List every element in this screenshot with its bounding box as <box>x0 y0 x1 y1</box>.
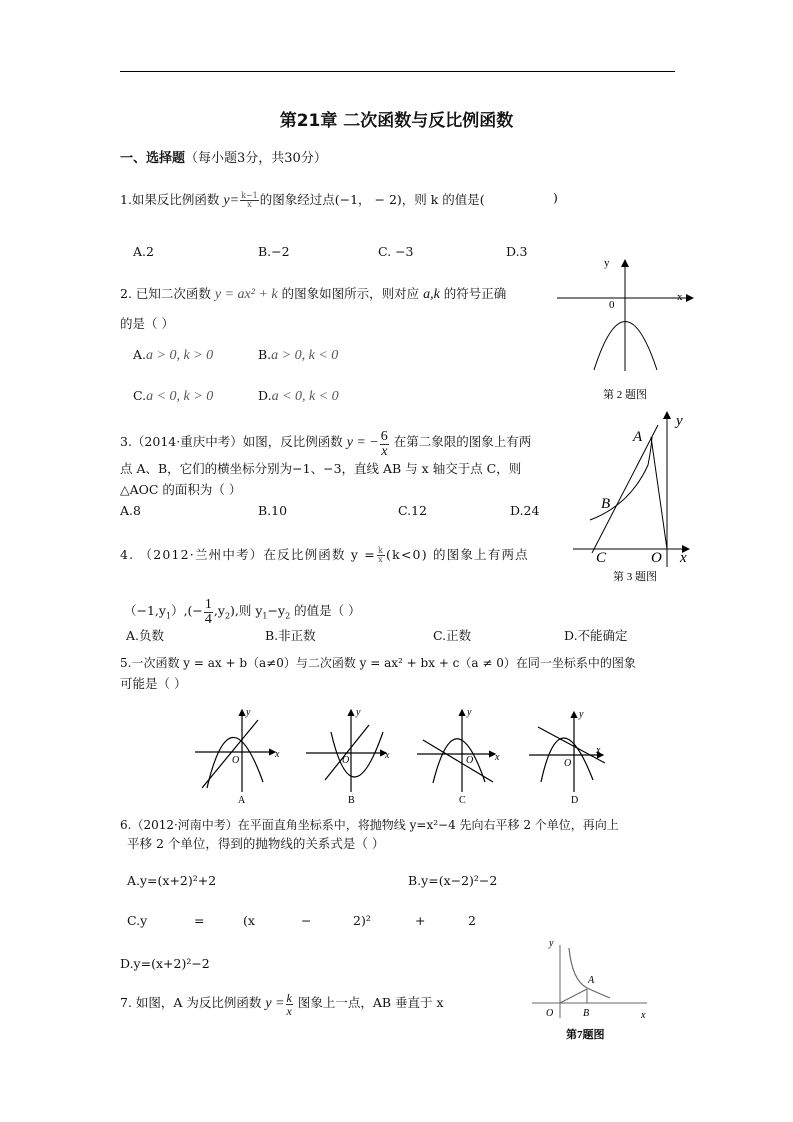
q4-frac-num: k <box>377 546 385 555</box>
q1-option-d: D.3 <box>506 244 528 259</box>
q3-hyperbola <box>590 437 652 520</box>
section-heading <box>120 147 327 166</box>
q3-fraction <box>380 430 389 459</box>
q1-frac-num: k−1 <box>241 191 258 200</box>
q7-label-o: O <box>546 1008 554 1019</box>
q4-sub1: 1 <box>165 611 172 621</box>
q3-prefix: 3.（2014·重庆中考）如图，反比例函数 <box>120 434 347 449</box>
q4-tail: 的值是（ ） <box>290 603 361 618</box>
q3-label-b: B <box>601 496 611 512</box>
q4-option-c: C.正数 <box>433 628 472 643</box>
q4-frac2-den: 4 <box>204 612 212 627</box>
q4-expr-y1: ),则 y <box>230 603 263 618</box>
q7-caption: 第7题图 <box>566 1029 605 1041</box>
q3-option-a: A.8 <box>120 503 141 518</box>
q3-label-x: x <box>680 550 687 566</box>
page-title: 第21章 二次函数与反比例函数 <box>279 111 514 131</box>
q7-suffix: 图象上一点，AB 垂直于 x <box>293 995 444 1010</box>
q2-option-d-label: D. <box>258 388 272 403</box>
q1-option-a: A.2 <box>133 244 154 259</box>
q1-suffix: 的图象经过点(−1， − 2)，则 k 的值是( <box>259 192 485 207</box>
q5-stem-line2: 可能是（ ） <box>120 676 187 691</box>
q6-stem-line2: 平移 2 个单位，得到的抛物线的关系式是（ ） <box>127 836 385 851</box>
q4-sub4: 2 <box>285 611 291 621</box>
q7-y-eq: y = <box>265 996 285 1011</box>
q5b-y-label: y <box>356 707 361 718</box>
q5a-caption: A <box>238 795 246 806</box>
q5-graphs <box>185 700 605 810</box>
q4-option-a: A.负数 <box>126 628 165 643</box>
q5-graph-a <box>195 707 280 806</box>
q7-label-a: A <box>588 975 595 986</box>
q2-end: 的符号正确 <box>439 286 507 301</box>
q6-option-c-part7: 2 <box>468 913 476 928</box>
q5c-origin: O <box>466 755 474 766</box>
q2-option-b-label: B. <box>258 347 272 362</box>
q5b-x-label: x <box>385 750 390 761</box>
q4-option-b: B.非正数 <box>265 628 316 643</box>
q3-caption: 第 3 题图 <box>613 571 657 583</box>
q7-hyperbola <box>569 948 610 998</box>
q2-stem-line2: 的是（ ） <box>120 316 174 331</box>
q3-option-b: B.10 <box>258 503 288 518</box>
q4-point2-open: ）,(− <box>171 603 203 618</box>
q5c-x-label: x <box>495 752 500 763</box>
q2-option-c-label: C. <box>133 388 147 403</box>
q4-expr-y2: −y <box>267 603 286 618</box>
q5d-origin: O <box>564 758 572 769</box>
q5c-y-label: y <box>467 707 472 718</box>
q7-label-b: B <box>583 1008 590 1019</box>
q2-vars: a,k <box>423 287 440 302</box>
q5c-caption: C <box>459 795 466 806</box>
q3-label-c: C <box>596 550 607 566</box>
q2-option-a-math: a > 0, k > 0 <box>146 348 214 363</box>
q6-option-c-part4: − <box>301 913 312 928</box>
q1-prefix: 1.如果反比例函数 <box>120 192 224 207</box>
q3-figure <box>570 405 700 590</box>
q2-formula: y = ax² + k <box>214 287 278 302</box>
q5a-line <box>202 720 258 788</box>
q4-stem-line2 <box>124 598 361 627</box>
q6-option-c-part3: (x <box>243 913 255 928</box>
header-rule <box>120 71 675 72</box>
q4-point1: （−1,y <box>124 603 166 618</box>
q7-label-y: y <box>549 938 554 949</box>
q2-origin-label: 0 <box>609 299 615 311</box>
q7-segment-oa <box>560 989 587 1003</box>
q7-frac-num: k <box>286 991 292 1005</box>
q2-option-a-label: A. <box>133 347 147 362</box>
q4-fraction <box>377 547 385 564</box>
q3-label-y: y <box>676 413 683 429</box>
q5-graph-c <box>417 707 500 806</box>
q1-frac-den: x <box>247 200 252 209</box>
q5c-parabola <box>433 739 485 783</box>
q7-figure <box>520 930 660 1045</box>
q1-fraction <box>240 192 259 209</box>
q2-option-a <box>133 349 213 363</box>
q5d-x-label: x <box>596 745 601 756</box>
q2-option-d-math: a < 0, k < 0 <box>271 389 339 404</box>
q5b-origin: O <box>342 755 350 766</box>
q6-option-d: D.y=(x+2)²−2 <box>120 956 210 971</box>
q4-option-d: D.不能确定 <box>564 628 628 643</box>
q3-label-a: A <box>633 429 643 445</box>
q2-option-d <box>258 390 339 404</box>
q5b-caption: B <box>348 795 355 806</box>
q6-option-b: B.y=(x−2)²−2 <box>408 873 498 888</box>
q7-fraction <box>286 992 293 1017</box>
q2-y-label: y <box>604 257 610 269</box>
q3-y-eq: y = − <box>346 435 379 450</box>
q3-frac-num: 6 <box>380 429 388 444</box>
q2-suffix: 的图象如图所示，则对应 <box>277 286 424 301</box>
q5a-origin: O <box>232 755 240 766</box>
q3-segment-ao <box>651 437 667 549</box>
q4-frac-den: x <box>378 555 384 564</box>
q2-x-label: x <box>677 291 683 303</box>
section-label: 一、选择题 <box>120 151 186 166</box>
q5c-line <box>423 740 493 782</box>
q4-prefix: 4. （2012·兰州中考）在反比例函数 y = <box>120 547 376 562</box>
q5b-parabola <box>331 732 383 777</box>
q2-option-b-math: a > 0, k < 0 <box>271 348 339 363</box>
q2-caption: 第 2 题图 <box>603 389 647 401</box>
q2-figure <box>550 245 710 410</box>
q4-stem-line1 <box>120 547 529 564</box>
q5-graph-d <box>529 709 605 806</box>
q3-label-o: O <box>651 550 662 566</box>
q3-option-c: C.12 <box>398 503 427 518</box>
q6-option-c-part1: C.y <box>127 913 148 928</box>
q3-stem-line1 <box>120 430 531 459</box>
section-note: （每小题3分，共30分） <box>185 151 327 166</box>
q6-option-c-part5: 2)² <box>353 913 371 928</box>
q1-y-eq: y= <box>223 193 240 208</box>
q2-option-c <box>133 390 213 404</box>
q3-stem-line2: 点 A、B，它们的横坐标分别为−1、−3，直线 AB 与 x 轴交于点 C，则 <box>120 461 522 476</box>
q2-stem-line1 <box>120 288 506 302</box>
q6-stem-line1: 6.（2012·河南中考）在平面直角坐标系中，将抛物线 y=x²−4 先向右平移 2 个单位，再向上 <box>120 818 619 832</box>
q6-option-c-part2: = <box>194 913 205 928</box>
q1-option-b: B.−2 <box>258 244 290 259</box>
q2-option-c-math: a < 0, k > 0 <box>146 389 214 404</box>
q1-stem <box>120 192 485 209</box>
q2-prefix: 2. 已知二次函数 <box>120 286 215 301</box>
q5-graph-b <box>306 707 390 806</box>
q3-option-d: D.24 <box>510 503 540 518</box>
q4-point2-y: ,y <box>213 603 225 618</box>
q4-frac2-num: 1 <box>204 597 212 612</box>
q4-fraction2 <box>204 598 213 627</box>
q5d-y-label: y <box>579 709 584 720</box>
q7-prefix: 7. 如图，A 为反比例函数 <box>120 995 266 1010</box>
q3-stem-line3: △AOC 的面积为（ ） <box>120 482 242 497</box>
q6-option-c-part6: + <box>415 913 426 928</box>
q4-sub2: 2 <box>224 611 231 621</box>
q7-stem <box>120 992 444 1017</box>
q4-suffix: (k<0) 的图象上有两点 <box>386 547 529 562</box>
q3-suffix: 在第二象限的图象上有两 <box>389 434 532 449</box>
q3-frac-den: x <box>381 444 388 459</box>
q2-option-b <box>258 349 338 363</box>
q6-option-a: A.y=(x+2)²+2 <box>127 873 217 888</box>
q4-sub3: 1 <box>262 611 268 621</box>
q5a-y-label: y <box>246 707 251 718</box>
q5d-caption: D <box>571 795 579 806</box>
q1-option-c: C. −3 <box>378 244 414 259</box>
q5a-x-label: x <box>275 749 280 760</box>
q5-stem-line1: 5.一次函数 y = ax + b（a≠0）与二次函数 y = ax² + bx + c（a ≠ 0）在同一坐标系中的图象 <box>120 656 636 670</box>
q7-frac-den: x <box>286 1004 292 1018</box>
q7-label-x: x <box>641 1010 646 1021</box>
q3-line-ab <box>592 425 658 553</box>
q1-close-paren: ) <box>553 190 558 205</box>
